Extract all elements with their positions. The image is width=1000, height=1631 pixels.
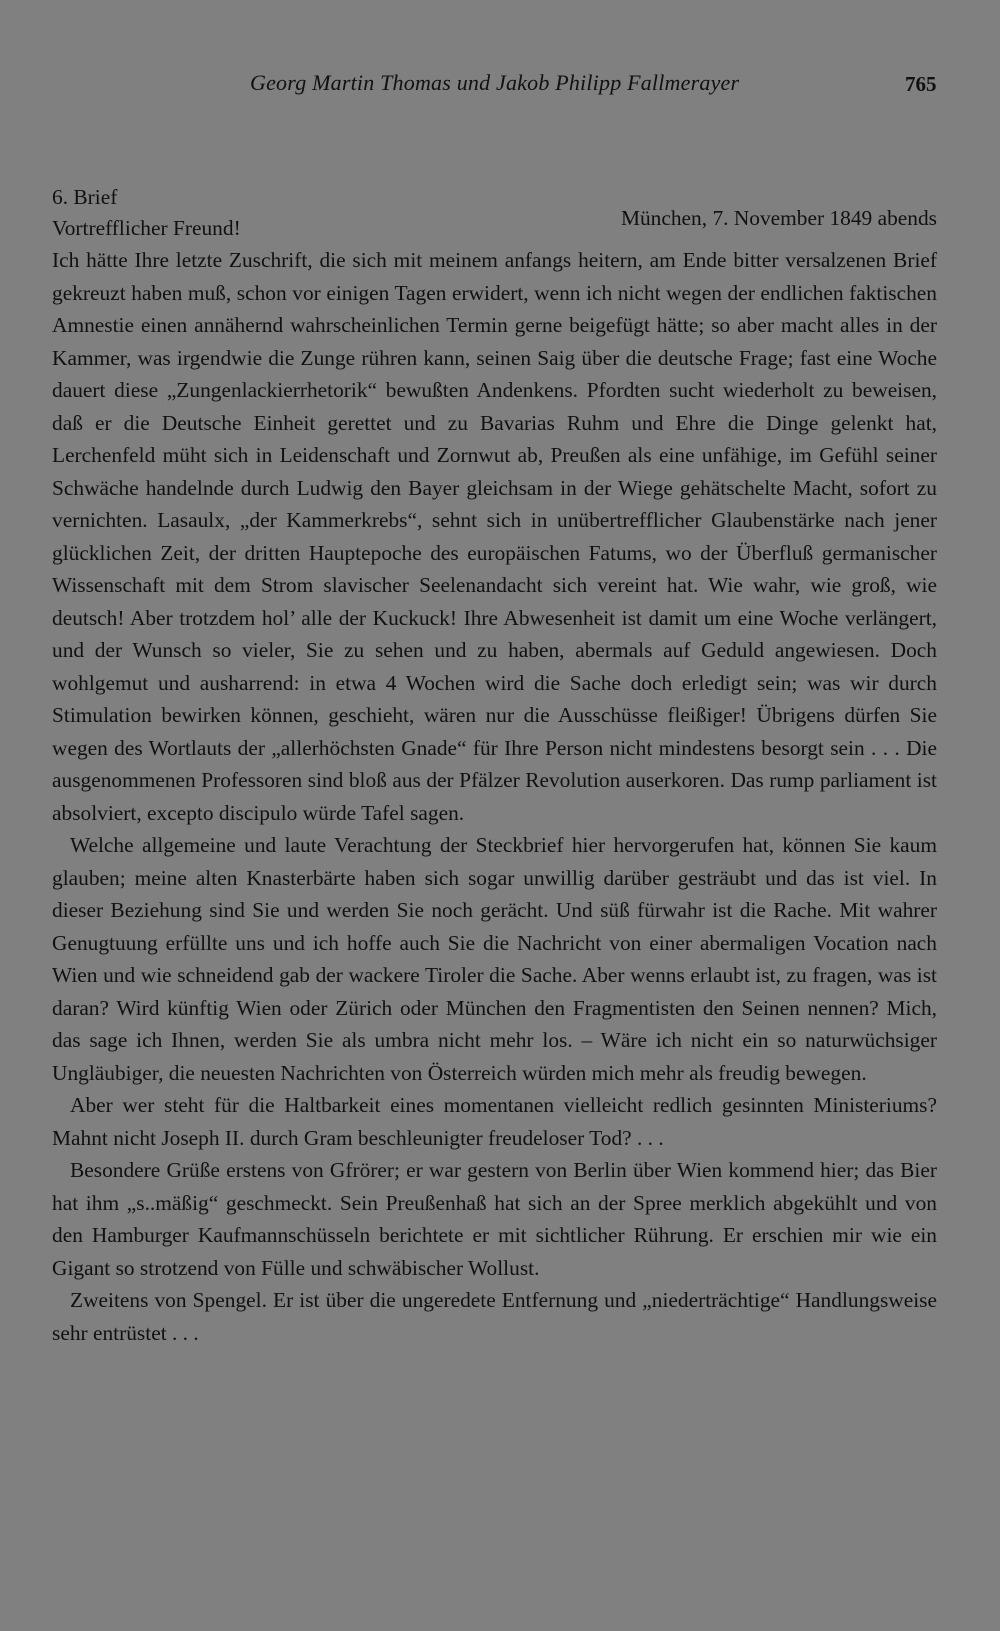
letter-number: 6. Brief — [52, 185, 118, 209]
paragraph-5: Zweitens von Spengel. Er ist über die ungeredete Entfernung und „niederträchtige“ Handlungsweise sehr entrüstet . . . — [52, 1288, 937, 1345]
page-number: 765 — [905, 72, 937, 96]
salutation: Vortrefflicher Freund! — [52, 216, 241, 240]
place-date: München, 7. November 1849 abends — [620, 206, 937, 230]
paragraph-1: Ich hätte Ihre letzte Zuschrift, die sich mit meinem anfangs heitern, am Ende bitter versalzenen Brief gekreuzt haben muß, schon vor einigen Tagen erwidert, wenn ich nicht wegen der endlichen faktischen Amnestie einen annähernd wahrscheinlichen Termin gerne beigefügt hätte; so aber macht alles in der Kammer, was irgendwie die Zunge rühren kann, seinen Saig über die deutsche Frage; fast eine Woche dauert diese „Zungenlackierrhetorik“ bewußten Andenkens. Pfordten sucht wiederholt zu beweisen, daß er die Deutsche Einheit gerettet und zu Bavarias Ruhm und Ehre die Dinge gelenkt hat, Lerchenfeld müht sich in Leidenschaft und Zornwut ab, Preußen als eine unfähige, im Gefühl seiner Schwäche handelnde durch Ludwig den Bayer gleichsam in der Wiege gehätschelte Macht, sofort zu vernichten. Lasaulx, „der Kammerkrebs“, sehnt sich in unübertrefflicher Glaubenstärke nach jener glücklichen Zeit, der dritten Hauptepoche des europäischen Fatums, wo der Überfluß germanischer Wissenschaft mit dem Strom slavischer Seelenandacht sich vereint hat. Wie wahr, wie groß, wie deutsch! Aber trotzdem hol’ alle der Kuckuck! Ihre Abwesenheit ist damit um eine Woche verlängert, und der Wunsch so vieler, Sie zu sehen und zu haben, abermals auf Geduld angewiesen. Doch wohlgemut und ausharrend: in etwa 4 Wochen wird die Sache doch erledigt sein; was wir durch Stimulation bewirken können, geschieht, wären nur die Ausschüsse fleißiger! Übrigens dürfen Sie wegen des Wortlauts der „allerhöchsten Gnade“ für Ihre Person nicht mindestens besorgt sein . . . Die ausgenommenen Professoren sind bloß aus der Pfälzer Revolution auserkoren. Das rump parliament ist absolviert, excepto discipulo würde Tafel sagen. — [52, 248, 937, 825]
letter-header — [52, 206, 937, 244]
paragraph-3: Aber wer steht für die Haltbarkeit eines momentanen vielleicht redlich gesinnten Ministeriums? Mahnt nicht Joseph II. durch Gram beschleunigter freudeloser Tod? . . . — [52, 1093, 937, 1150]
paragraph-2: Welche allgemeine und laute Verachtung der Steckbrief hier hervorgerufen hat, können Sie kaum glauben; meine alten Knasterbärte haben sich sogar unwillig darüber gesträubt und das ist viel. In dieser Beziehung sind Sie und werden Sie noch gerächt. Und süß fürwahr ist die Rache. Mit wahrer Genugtuung erfüllte uns und ich hoffe auch Sie die Nachricht von einer abermaligen Vocation nach Wien und wie schneidend gab der wackere Tiroler die Sache. Aber wenns erlaubt ist, zu fragen, was ist daran? Wird künftig Wien oder Zürich oder München den Fragmentisten den Seinen nennen? Mich, das sage ich Ihnen, werden Sie als umbra nicht mehr los. – Wäre ich nicht ein so naturwüchsiger Ungläubiger, die neuesten Nachrichten von Österreich würden mich mehr als freudig bewegen. — [52, 833, 937, 1085]
paragraph-4: Besondere Grüße erstens von Gfrörer; er war gestern von Berlin über Wien kommend hier; das Bier hat ihm „s..mäßig“ geschmeckt. Sein Preußenhaß hat sich an der Spree merklich abgekühlt und von den Hamburger Kaufmannschüsseln berichtete er mit sichtlicher Rührung. Er erschien mir wie ein Gigant so strotzend von Fülle und schwäbischer Wollust. — [52, 1158, 937, 1280]
running-head: Georg Martin Thomas und Jakob Philipp Fallmerayer — [250, 70, 740, 95]
letter-body — [52, 182, 937, 1349]
